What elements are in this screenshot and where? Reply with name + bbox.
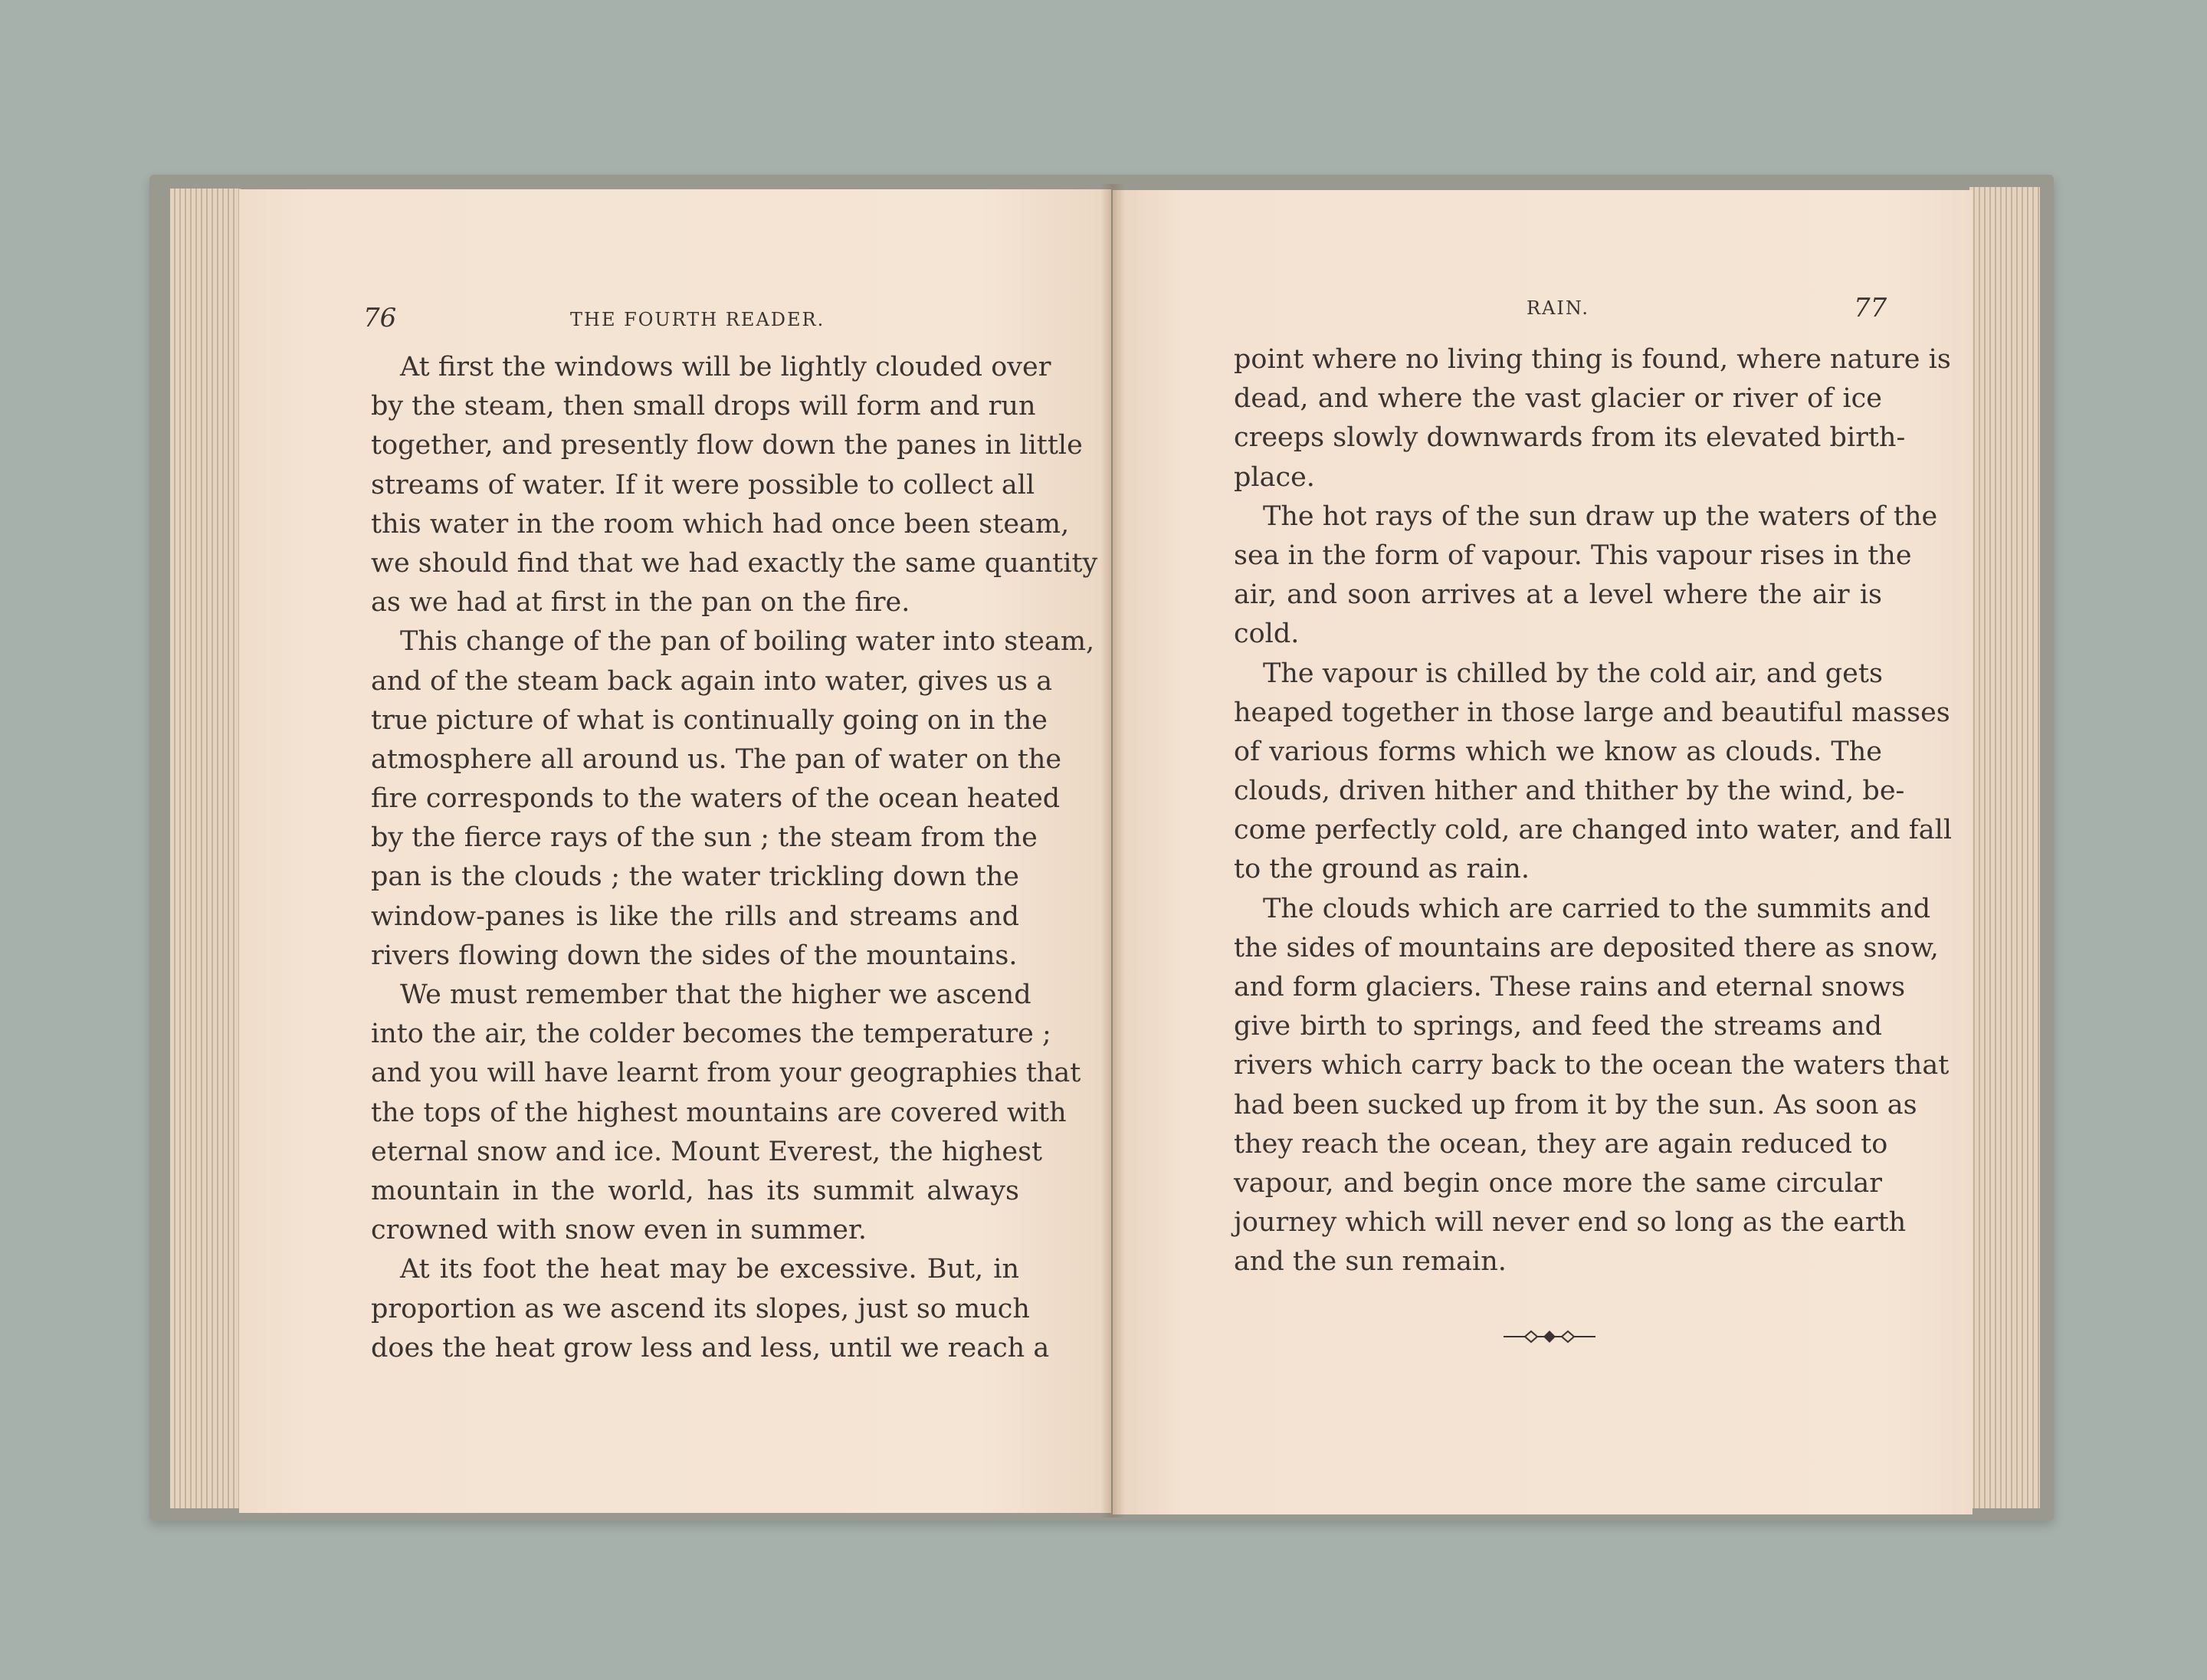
text-line: crowned with snow even in summer. xyxy=(371,1215,867,1246)
text-line: give birth to springs, and feed the streams and xyxy=(1234,1011,1882,1042)
text-line: come perfectly cold, are changed into water, and fall xyxy=(1234,815,1953,846)
text-line: air, and soon arrives at a level where the air is xyxy=(1234,579,1882,611)
left-page-edges xyxy=(170,189,241,1508)
text-line: The vapour is chilled by the cold air, and gets xyxy=(1263,658,1883,689)
text-line: and the sun remain. xyxy=(1234,1246,1507,1278)
text-line: point where no living thing is found, where nature is xyxy=(1234,344,1951,375)
text-line: atmosphere all around us. The pan of water on the xyxy=(371,743,1062,775)
text-line: they reach the ocean, they are again reduced to xyxy=(1234,1128,1888,1160)
text-line: place. xyxy=(1234,461,1315,493)
left-page-number: 76 xyxy=(363,303,397,333)
text-line: This change of the pan of boiling water into steam, xyxy=(400,626,1095,658)
text-line: to the ground as rain. xyxy=(1234,854,1530,885)
text-line: fire corresponds to the waters of the ocean heated xyxy=(371,783,1061,815)
text-line: as we had at first in the pan on the fire. xyxy=(371,587,910,619)
text-line: into the air, the colder becomes the temperature ; xyxy=(371,1019,1051,1050)
text-line: window-panes is like the rills and streams and xyxy=(371,901,1019,932)
text-line: dead, and where the vast glacier or river of ice xyxy=(1234,383,1882,415)
text-line: and of the steam back again into water, gives us a xyxy=(371,665,1053,697)
text-line: this water in the room which had once been steam, xyxy=(371,508,1070,540)
section-end-ornament-icon xyxy=(1504,1327,1595,1346)
text-line: streams of water. If it were possible to collect all xyxy=(371,469,1035,500)
text-line: heaped together in those large and beautiful masses xyxy=(1234,697,1950,728)
text-line: proportion as we ascend its slopes, just so much xyxy=(371,1293,1030,1324)
text-line: the tops of the highest mountains are covered with xyxy=(371,1097,1067,1128)
text-line: by the fierce rays of the sun ; the steam from the xyxy=(371,822,1038,854)
text-line: together, and presently flow down the panes in little xyxy=(371,430,1083,461)
text-line: we should find that we had exactly the same quantity xyxy=(371,547,1098,579)
text-line: had been sucked up from it by the sun. As soon as xyxy=(1234,1089,1917,1121)
text-line: At first the windows will be lightly clouded over xyxy=(400,352,1051,382)
right-page-text xyxy=(1234,340,1953,1282)
text-line: and form glaciers. These rains and eternal snows xyxy=(1234,972,1906,1002)
text-line: the sides of mountains are deposited there as snow, xyxy=(1234,932,1939,963)
right-page-edges xyxy=(1969,187,2040,1508)
text-line: rivers flowing down the sides of the mountains. xyxy=(371,940,1018,971)
right-page xyxy=(1113,190,1973,1514)
text-line: journey which will never end so long as the earth xyxy=(1234,1207,1907,1239)
text-line: rivers which carry back to the ocean the waters that xyxy=(1234,1050,1950,1081)
text-line: At its foot the heat may be excessive. But, in xyxy=(400,1254,1019,1285)
text-line: cold. xyxy=(1234,619,1300,650)
left-running-head: THE FOURTH READER. xyxy=(570,309,825,330)
right-page-number: 77 xyxy=(1854,293,1887,323)
text-line: by the steam, then small drops will form and run xyxy=(371,391,1036,422)
text-line: does the heat grow less and less, until we reach a xyxy=(371,1332,1050,1363)
text-line: creeps slowly downwards from its elevated birth- xyxy=(1234,422,1906,454)
text-line: clouds, driven hither and thither by the wind, be- xyxy=(1234,776,1905,807)
book-gutter xyxy=(1100,184,1125,1518)
right-running-head: RAIN. xyxy=(1527,297,1589,319)
text-line: of various forms which we know as clouds. The xyxy=(1234,736,1882,767)
text-line: The hot rays of the sun draw up the waters of the xyxy=(1263,500,1938,532)
text-line: pan is the clouds ; the water trickling down the xyxy=(371,861,1019,893)
left-page-text xyxy=(371,348,1098,1368)
text-line: true picture of what is continually going on in the xyxy=(371,704,1048,736)
text-line: We must remember that the higher we ascend xyxy=(400,979,1031,1010)
text-line: The clouds which are carried to the summits and xyxy=(1263,893,1931,924)
text-line: sea in the form of vapour. This vapour rises in the xyxy=(1234,540,1912,571)
text-line: mountain in the world, has its summit always xyxy=(371,1175,1019,1206)
text-line: and you will have learnt from your geographies that xyxy=(371,1058,1081,1089)
text-line: eternal snow and ice. Mount Everest, the highest xyxy=(371,1136,1043,1167)
text-line: vapour, and begin once more the same circular xyxy=(1234,1167,1882,1199)
left-page xyxy=(239,189,1111,1513)
